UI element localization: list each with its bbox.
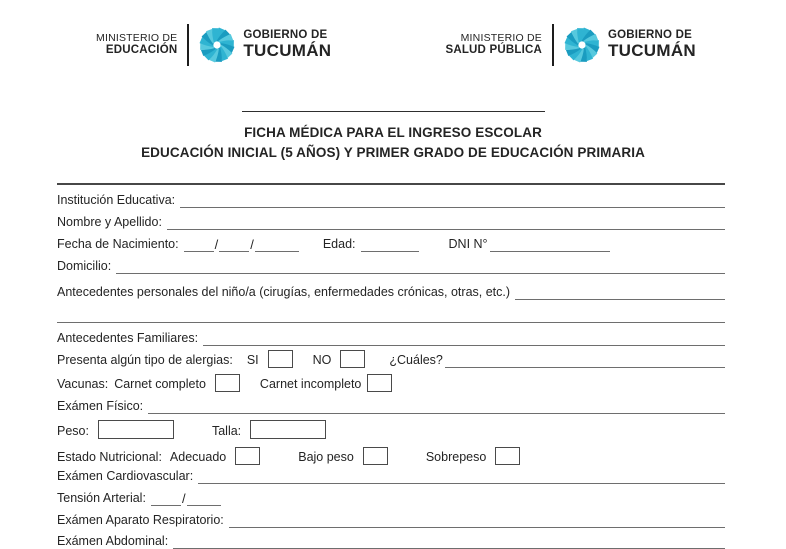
gov-line2: TUCUMÁN (243, 40, 332, 60)
weight-label: Peso: (57, 424, 89, 439)
row-vaccines (57, 368, 725, 392)
respiratory-exam-label: Exámen Aparato Respiratorio: (57, 513, 224, 528)
row-nutrition (57, 439, 725, 465)
gov-tucuman-text (608, 29, 696, 60)
page-header (0, 0, 786, 66)
row-personal-history-continued (57, 300, 725, 323)
row-cardio-exam (57, 465, 725, 484)
nutrition-label: Estado Nutricional: (57, 450, 162, 465)
institution-input-line[interactable] (180, 195, 725, 208)
gov-line2: TUCUMÁN (607, 40, 696, 60)
logo-divider (552, 24, 554, 66)
birth-month-line[interactable] (219, 239, 249, 252)
blood-pressure-label: Tensión Arterial: (57, 491, 146, 506)
age-input-line[interactable] (361, 239, 419, 252)
allergies-no-label: NO (312, 353, 332, 368)
allergies-which-input-line[interactable] (445, 355, 725, 368)
row-allergies (57, 346, 725, 368)
row-abdominal-exam (57, 528, 725, 549)
row-birthdate (57, 230, 725, 252)
ministry-health-line2: SALUD PÚBLICA (445, 44, 542, 57)
blood-pressure-slash: / (181, 491, 186, 507)
title-top-rule (242, 111, 545, 112)
allergies-yes-checkbox[interactable] (268, 350, 293, 368)
form-title-line2: EDUCACIÓN INICIAL (5 AÑOS) Y PRIMER GRADO DE EDUCACIÓN PRIMARIA (141, 144, 645, 160)
address-label: Domicilio: (57, 259, 112, 274)
logo-ministerio-educacion (96, 24, 331, 66)
row-name (57, 208, 725, 230)
date-slash: / (250, 237, 254, 253)
birthdate-label: Fecha de Nacimiento: (57, 237, 179, 252)
ministry-education-text (96, 32, 177, 58)
nutrition-underweight-label: Bajo peso (298, 450, 354, 465)
title-block (0, 111, 786, 162)
dni-label: DNI N° (448, 237, 488, 252)
family-history-label: Antecedentes Familiares: (57, 331, 199, 346)
weight-input-box[interactable] (98, 420, 174, 439)
row-respiratory-exam (57, 506, 725, 528)
address-input-line[interactable] (116, 261, 725, 274)
row-institution (57, 185, 725, 208)
age-label: Edad: (322, 237, 356, 252)
tucuman-pinwheel-icon (198, 26, 236, 64)
gov-line1: GOBIERNO DE (607, 29, 692, 42)
name-input-line[interactable] (167, 217, 725, 230)
physical-exam-input-line[interactable] (148, 401, 725, 414)
personal-history-continuation-line[interactable] (57, 310, 725, 323)
gov-line1: GOBIERNO DE (243, 29, 328, 42)
cardio-exam-input-line[interactable] (198, 471, 725, 484)
blood-pressure-systolic-line[interactable] (151, 493, 181, 506)
dni-input-line[interactable] (490, 239, 610, 252)
physical-exam-label: Exámen Físico: (57, 399, 144, 414)
ministry-health-text (445, 32, 542, 58)
allergies-which-label: ¿Cuáles? (389, 353, 443, 368)
ministry-health-line1: MINISTERIO DE (460, 31, 542, 44)
form-title-line1: FICHA MÉDICA PARA EL INGRESO ESCOLAR (244, 125, 542, 140)
tucuman-pinwheel-icon (563, 26, 601, 64)
nutrition-underweight-checkbox[interactable] (363, 447, 388, 465)
allergies-no-checkbox[interactable] (340, 350, 365, 368)
vaccines-complete-checkbox[interactable] (215, 374, 240, 392)
logo-ministerio-salud (445, 24, 696, 66)
abdominal-exam-label: Exámen Abdominal: (57, 534, 169, 549)
row-address (57, 252, 725, 274)
personal-history-input-line[interactable] (515, 287, 725, 300)
nutrition-adequate-label: Adecuado (169, 450, 227, 465)
allergies-yes-label: SI (246, 353, 259, 368)
row-personal-history (57, 274, 725, 300)
row-blood-pressure (57, 484, 725, 506)
nutrition-overweight-label: Sobrepeso (425, 450, 487, 465)
logo-divider (187, 24, 189, 66)
family-history-input-line[interactable] (203, 333, 725, 346)
vaccines-label: Vacunas: (57, 377, 109, 392)
ministry-education-line2: EDUCACIÓN (105, 44, 178, 57)
vaccines-complete-label: Carnet completo (114, 377, 206, 392)
row-weight-height (57, 414, 725, 439)
form-body (57, 183, 725, 549)
ministry-education-line1: MINISTERIO DE (96, 31, 178, 44)
birth-day-line[interactable] (184, 239, 214, 252)
birth-year-line[interactable] (255, 239, 299, 252)
cardio-exam-label: Exámen Cardiovascular: (57, 469, 194, 484)
nutrition-overweight-checkbox[interactable] (495, 447, 520, 465)
personal-history-label: Antecedentes personales del niño/a (cirugías, enfermedades crónicas, otras, etc.) (57, 285, 511, 300)
height-label: Talla: (211, 424, 242, 439)
row-family-history (57, 323, 725, 346)
blood-pressure-diastolic-line[interactable] (187, 493, 221, 506)
institution-label: Institución Educativa: (57, 193, 176, 208)
row-physical-exam (57, 392, 725, 414)
gov-tucuman-text (243, 29, 331, 60)
allergies-label: Presenta algún tipo de alergias: (57, 353, 233, 368)
height-input-box[interactable] (250, 420, 326, 439)
name-label: Nombre y Apellido: (57, 215, 162, 230)
date-slash: / (214, 237, 219, 253)
vaccines-incomplete-label: Carnet incompleto (259, 377, 362, 392)
respiratory-exam-input-line[interactable] (229, 515, 725, 528)
nutrition-adequate-checkbox[interactable] (235, 447, 260, 465)
vaccines-incomplete-checkbox[interactable] (367, 374, 392, 392)
